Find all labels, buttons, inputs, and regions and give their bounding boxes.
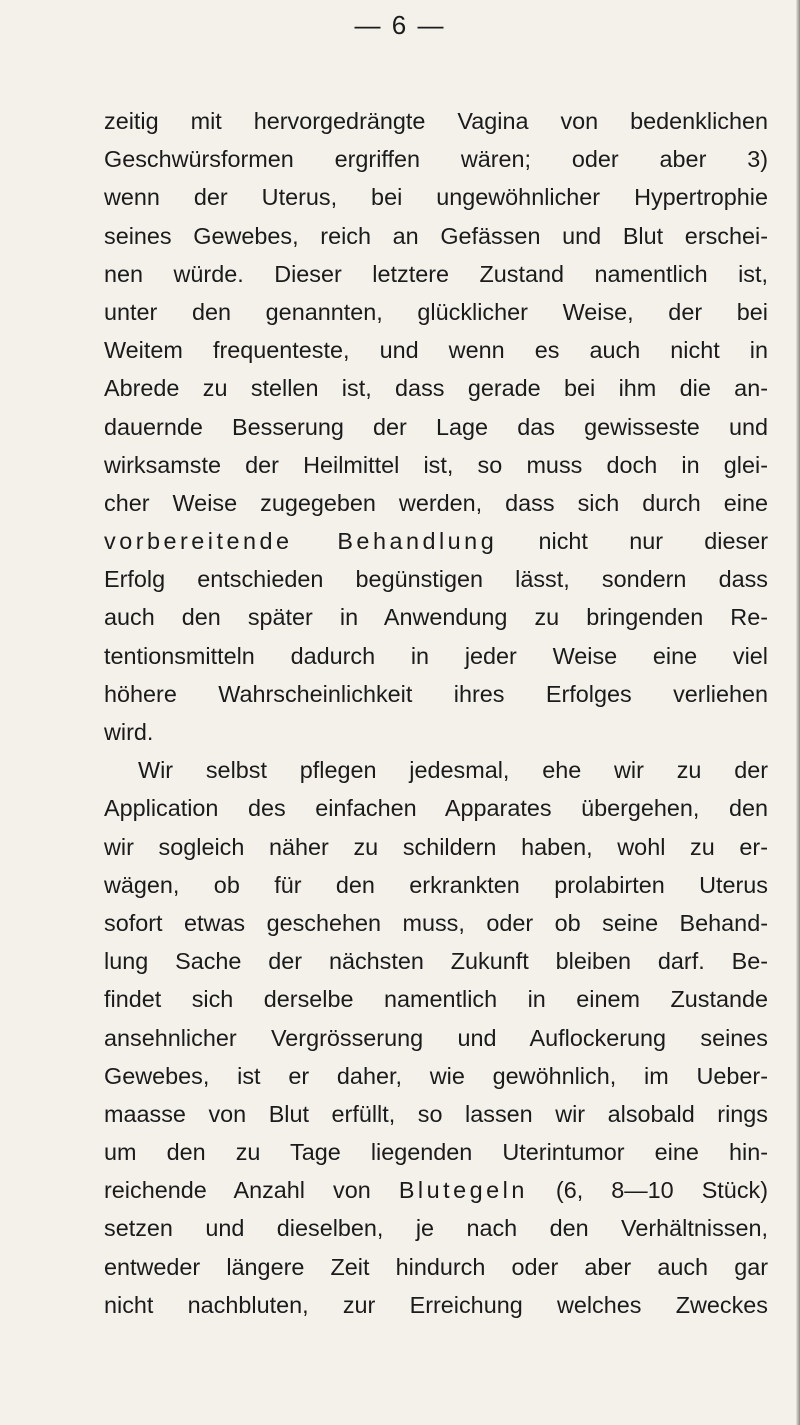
text-line: entweder längere Zeit hindurch oder aber auch gar [104,1253,768,1280]
text-line [104,522,768,560]
text-line: maasse von Blut erfüllt, so lassen wir alsobald rings [104,1100,768,1127]
text-line: tentionsmitteln dadurch in jeder Weise eine viel [104,642,768,669]
text-line: auch den später in Anwendung zu bringenden Re- [104,604,768,631]
text-line: unter den genannten, glücklicher Weise, der bei [104,298,768,325]
text-line: zeitig mit hervorgedrängte Vagina von bedenklichen [104,108,768,134]
text-line: wenn der Uterus, bei ungewöhnlicher Hypertrophie [104,184,768,211]
text-line: nicht nachbluten, zur Erreichung welches Zweckes [104,1291,768,1318]
text-segment: nicht nur dieser [497,528,769,555]
text-segment: reichende Anzahl von [104,1177,399,1204]
text-line: Application des einfachen Apparates übergehen, den [104,795,768,822]
text-line: Abrede zu stellen ist, dass gerade bei ihm die an- [104,375,768,402]
text-line: Erfolg entschieden begünstigen lässt, sondern dass [104,566,768,593]
page-number: — 6 — [354,10,446,40]
text-line: Wir selbst pflegen jedesmal, ehe wir zu der [138,757,768,784]
text-line: wägen, ob für den erkrankten prolabirten Uterus [104,871,768,898]
text-line: Gewebes, ist er daher, wie gewöhnlich, im Ueber- [104,1062,768,1089]
text-line: um den zu Tage liegenden Uterintumor eine hin- [104,1139,768,1166]
text-line: Geschwürsformen ergriffen wären; oder aber 3) [104,146,768,173]
text-line: wirksamste der Heilmittel ist, so muss doch in glei- [104,451,768,478]
text-line: höhere Wahrscheinlichkeit ihres Erfolges verliehen [104,680,768,707]
text-line: Weitem frequenteste, und wenn es auch nicht in [104,337,768,364]
text-line: lung Sache der nächsten Zukunft bleiben darf. Be- [104,948,768,975]
text-line: nen würde. Dieser letztere Zustand namentlich ist, [104,260,768,287]
text-line [104,1171,768,1209]
emphasized-text: vorbereitende Behandlung [104,528,498,555]
page-edge-shadow [796,0,800,1425]
text-line: cher Weise zugegeben werden, dass sich durch eine [104,489,768,516]
text-line: sofort etwas geschehen muss, oder ob seine Behand- [104,909,768,936]
text-segment: (6, 8—10 Stück) [527,1177,768,1204]
text-line: findet sich derselbe namentlich in einem Zustande [104,986,768,1013]
text-line: setzen und dieselben, je nach den Verhältnissen, [104,1215,768,1242]
body-text [104,102,768,1324]
text-line: ansehnlicher Vergrösserung und Auflockerung seines [104,1024,768,1051]
text-line: dauernde Besserung der Lage das gewisseste und [104,413,768,440]
emphasized-text: Blutegeln [398,1177,528,1204]
text-line: wird. [104,719,154,745]
text-line: seines Gewebes, reich an Gefässen und Blut erschei- [104,222,768,249]
text-line: wir sogleich näher zu schildern haben, wohl zu er- [104,833,768,860]
